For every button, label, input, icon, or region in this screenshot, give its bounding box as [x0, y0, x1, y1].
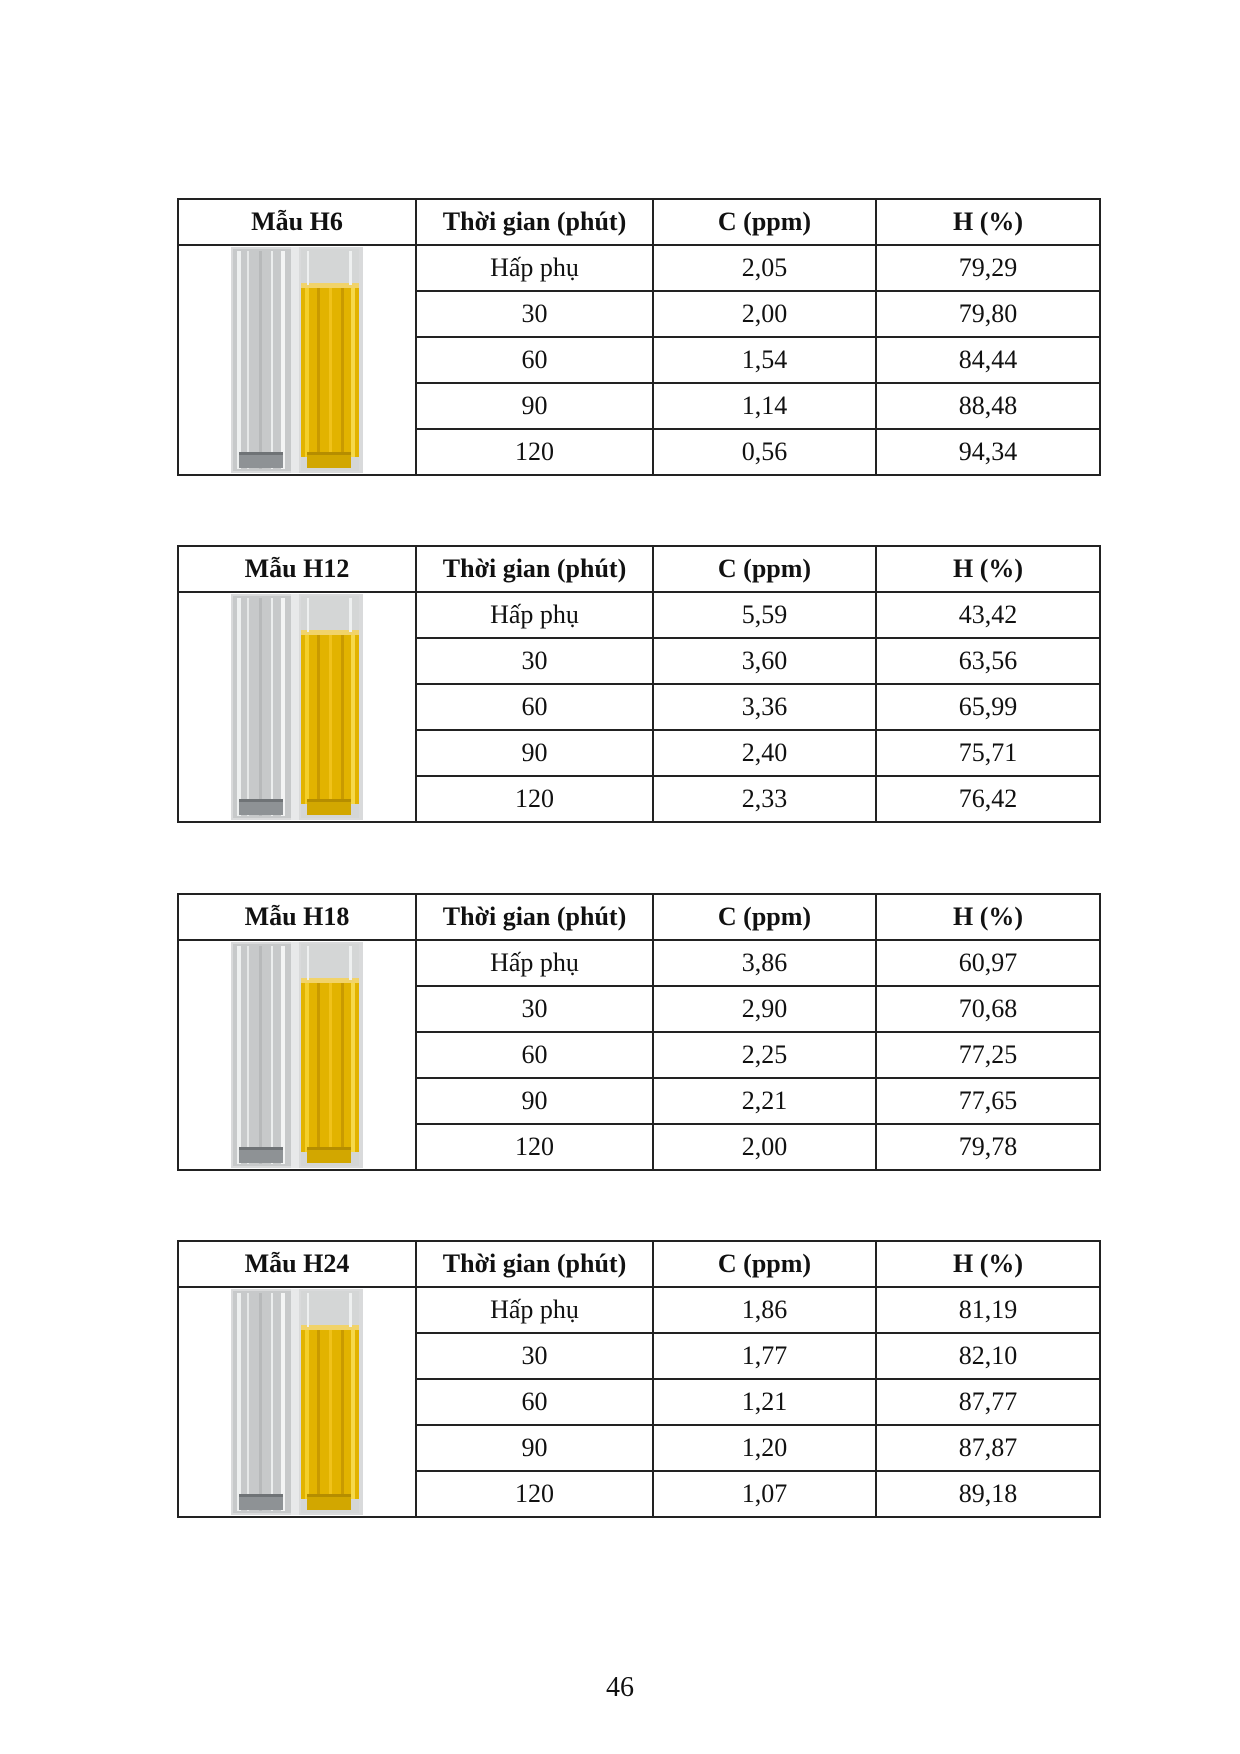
concentration-cell: 1,54: [653, 337, 876, 383]
time-cell: 90: [416, 1078, 653, 1124]
table-header-row: [178, 199, 1100, 245]
time-cell: 120: [416, 429, 653, 475]
sample-header: Mẫu H18: [178, 894, 416, 940]
photo-cell: [178, 1287, 416, 1517]
efficiency-cell: 79,78: [876, 1124, 1100, 1170]
concentration-cell: 1,77: [653, 1333, 876, 1379]
concentration-cell: 1,21: [653, 1379, 876, 1425]
efficiency-cell: 75,71: [876, 730, 1100, 776]
table-header-row: [178, 894, 1100, 940]
time-cell: 60: [416, 337, 653, 383]
concentration-cell: 5,59: [653, 592, 876, 638]
time-cell: 60: [416, 1379, 653, 1425]
concentration-cell: 1,86: [653, 1287, 876, 1333]
time-cell: 60: [416, 1032, 653, 1078]
photo-cell: [178, 592, 416, 822]
cuvette-photo: [231, 1289, 363, 1515]
concentration-cell: 1,14: [653, 383, 876, 429]
efficiency-cell: 84,44: [876, 337, 1100, 383]
time-cell: 30: [416, 1333, 653, 1379]
concentration-header: C (ppm): [653, 894, 876, 940]
concentration-cell: 2,25: [653, 1032, 876, 1078]
concentration-header: C (ppm): [653, 199, 876, 245]
concentration-cell: 1,20: [653, 1425, 876, 1471]
time-header: Thời gian (phút): [416, 199, 653, 245]
efficiency-cell: 70,68: [876, 986, 1100, 1032]
table-row: [178, 592, 1100, 638]
efficiency-cell: 81,19: [876, 1287, 1100, 1333]
time-header: Thời gian (phút): [416, 894, 653, 940]
table-header-row: [178, 1241, 1100, 1287]
time-cell: Hấp phụ: [416, 940, 653, 986]
efficiency-cell: 82,10: [876, 1333, 1100, 1379]
table-header-row: [178, 546, 1100, 592]
sample-header: Mẫu H24: [178, 1241, 416, 1287]
time-cell: 30: [416, 986, 653, 1032]
time-cell: 120: [416, 1471, 653, 1517]
efficiency-cell: 60,97: [876, 940, 1100, 986]
efficiency-header: H (%): [876, 546, 1100, 592]
results-table-h18: [177, 893, 1101, 1171]
concentration-cell: 0,56: [653, 429, 876, 475]
table-row: [178, 940, 1100, 986]
efficiency-cell: 89,18: [876, 1471, 1100, 1517]
efficiency-cell: 77,25: [876, 1032, 1100, 1078]
efficiency-cell: 87,87: [876, 1425, 1100, 1471]
efficiency-cell: 76,42: [876, 776, 1100, 822]
concentration-cell: 2,40: [653, 730, 876, 776]
time-cell: 60: [416, 684, 653, 730]
efficiency-cell: 65,99: [876, 684, 1100, 730]
time-cell: 30: [416, 638, 653, 684]
time-cell: Hấp phụ: [416, 245, 653, 291]
concentration-cell: 3,36: [653, 684, 876, 730]
efficiency-cell: 43,42: [876, 592, 1100, 638]
table-row: [178, 245, 1100, 291]
efficiency-cell: 79,29: [876, 245, 1100, 291]
time-cell: 30: [416, 291, 653, 337]
photo-cell: [178, 940, 416, 1170]
concentration-header: C (ppm): [653, 1241, 876, 1287]
concentration-cell: 1,07: [653, 1471, 876, 1517]
time-header: Thời gian (phút): [416, 546, 653, 592]
time-cell: 120: [416, 776, 653, 822]
results-table-h12: [177, 545, 1101, 823]
efficiency-cell: 79,80: [876, 291, 1100, 337]
concentration-cell: 2,21: [653, 1078, 876, 1124]
concentration-cell: 3,60: [653, 638, 876, 684]
photo-cell: [178, 245, 416, 475]
efficiency-cell: 77,65: [876, 1078, 1100, 1124]
sample-header: Mẫu H12: [178, 546, 416, 592]
efficiency-header: H (%): [876, 1241, 1100, 1287]
concentration-cell: 3,86: [653, 940, 876, 986]
time-cell: 120: [416, 1124, 653, 1170]
results-table-h6: [177, 198, 1101, 476]
results-table-h24: [177, 1240, 1101, 1518]
efficiency-header: H (%): [876, 199, 1100, 245]
cuvette-photo: [231, 594, 363, 820]
concentration-cell: 2,05: [653, 245, 876, 291]
sample-header: Mẫu H6: [178, 199, 416, 245]
time-cell: Hấp phụ: [416, 1287, 653, 1333]
efficiency-cell: 87,77: [876, 1379, 1100, 1425]
time-cell: 90: [416, 1425, 653, 1471]
efficiency-cell: 94,34: [876, 429, 1100, 475]
time-cell: Hấp phụ: [416, 592, 653, 638]
efficiency-header: H (%): [876, 894, 1100, 940]
efficiency-cell: 63,56: [876, 638, 1100, 684]
cuvette-photo: [231, 942, 363, 1168]
concentration-cell: 2,90: [653, 986, 876, 1032]
cuvette-photo: [231, 247, 363, 473]
time-cell: 90: [416, 383, 653, 429]
concentration-cell: 2,33: [653, 776, 876, 822]
concentration-cell: 2,00: [653, 1124, 876, 1170]
efficiency-cell: 88,48: [876, 383, 1100, 429]
concentration-cell: 2,00: [653, 291, 876, 337]
concentration-header: C (ppm): [653, 546, 876, 592]
table-row: [178, 1287, 1100, 1333]
time-cell: 90: [416, 730, 653, 776]
time-header: Thời gian (phút): [416, 1241, 653, 1287]
page-number: 46: [606, 1672, 634, 1703]
